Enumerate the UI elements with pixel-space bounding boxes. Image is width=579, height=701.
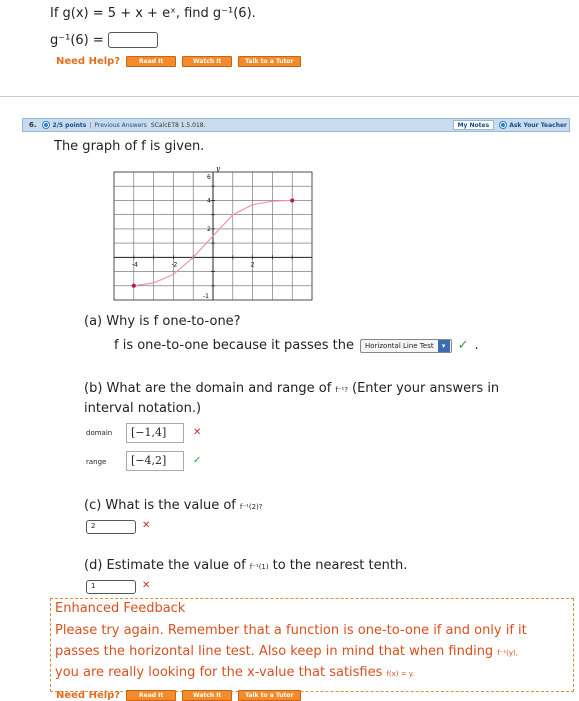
function-graph: [108, 162, 318, 312]
endpoint-dot: [132, 284, 136, 288]
range-correct-icon: ✓: [193, 455, 202, 466]
feedback-line-3: [55, 665, 414, 680]
domain-input[interactable]: [−1,4]: [126, 423, 184, 443]
q5-answer-label: g⁻¹(6) =: [50, 32, 104, 48]
points-link[interactable]: 2/5 points: [52, 121, 87, 129]
bottom-read-it-button[interactable]: Read It: [126, 690, 176, 701]
header-separator: |: [89, 121, 92, 129]
feedback-title: Enhanced Feedback: [55, 601, 186, 616]
range-label: range: [86, 458, 107, 466]
correct-check-icon: ✓: [457, 338, 469, 353]
bottom-need-help-label: Need Help?: [56, 690, 121, 701]
part-d-prompt-2: to the nearest tenth.: [272, 558, 408, 573]
bottom-help-row: [56, 690, 301, 701]
ask-dot-icon: [500, 122, 506, 128]
part-d-wrong-icon: ✕: [142, 580, 151, 591]
graph-title: The graph of f is given.: [54, 139, 205, 154]
part-a-prompt: (a) Why is f one-to-one?: [84, 314, 241, 329]
question-header-bar: [22, 118, 570, 132]
feedback-line-2: [55, 644, 518, 659]
bottom-talk-to-tutor-button[interactable]: Talk to a Tutor: [238, 690, 300, 701]
feedback-line-2a: passes the horizontal line test. Also keep in mind that when finding: [55, 644, 494, 659]
y-tick-neg1: -1: [203, 293, 209, 300]
status-dot-icon: [43, 122, 49, 128]
enhanced-feedback-box: [50, 598, 574, 692]
q5-answer-row: [50, 32, 158, 48]
part-d-expr: f⁻¹(1): [249, 563, 269, 571]
need-help-label: Need Help?: [56, 56, 121, 67]
question-number: 6.: [29, 121, 37, 129]
part-b-prompt-row: [84, 381, 499, 396]
part-a-answer-row: [114, 338, 479, 353]
y-tick-6: 6: [207, 174, 211, 181]
ask-teacher-label: Ask Your Teacher: [509, 121, 567, 129]
domain-wrong-icon: ✕: [193, 427, 202, 438]
part-a-answer-text: f is one-to-one because it passes the: [114, 338, 355, 353]
read-it-button[interactable]: Read It: [126, 56, 176, 67]
part-b-inverse: f⁻¹?: [335, 386, 348, 394]
q5-help-row: [56, 56, 301, 67]
bottom-watch-it-button[interactable]: Watch It: [182, 690, 232, 701]
part-b-prompt-1: (b) What are the domain and range of: [84, 381, 332, 396]
y-tick-4: 4: [207, 197, 211, 205]
part-a-dropdown[interactable]: [360, 339, 452, 353]
y-tick-2: 2: [207, 225, 211, 233]
y-axis-label: y: [216, 165, 220, 173]
talk-to-tutor-button[interactable]: Talk to a Tutor: [238, 56, 300, 67]
q5-prompt: If g(x) = 5 + x + eˣ, find g⁻¹(6).: [50, 6, 256, 21]
divider: [0, 96, 579, 97]
feedback-line-3b: f(x) = y.: [386, 670, 415, 678]
feedback-line-3a: you are really looking for the x-value that satisfies: [55, 665, 383, 680]
part-c-input[interactable]: 2: [86, 520, 136, 534]
range-input[interactable]: [−4,2]: [126, 451, 184, 471]
domain-label: domain: [86, 429, 113, 437]
part-b-prompt-2: (Enter your answers in: [352, 381, 500, 396]
x-tick-neg2: -2: [171, 261, 178, 269]
feedback-line-1: Please try again. Remember that a function is one-to-one if and only if it: [55, 623, 527, 638]
part-b-prompt-3: interval notation.): [84, 401, 202, 416]
ask-teacher-button[interactable]: [500, 122, 567, 129]
question-source: SCalcET8 1.5.018.: [150, 121, 206, 129]
watch-it-button[interactable]: Watch It: [182, 56, 232, 67]
dropdown-arrow-icon: ▾: [438, 340, 450, 352]
part-d-input[interactable]: 1: [86, 580, 136, 594]
part-c-prompt: (c) What is the value of: [84, 498, 236, 513]
x-tick-neg4: -4: [131, 261, 138, 269]
feedback-line-2b: f⁻¹(y),: [497, 649, 518, 657]
part-c-wrong-icon: ✕: [142, 520, 151, 531]
q5-answer-input[interactable]: [108, 32, 158, 48]
part-c-expr: f⁻¹(2)?: [239, 503, 263, 511]
part-c-prompt-row: [84, 498, 262, 513]
header-actions: [453, 120, 569, 130]
part-a-selected: Horizontal Line Test: [365, 341, 434, 350]
my-notes-button[interactable]: My Notes: [453, 120, 495, 130]
part-a-period: .: [474, 338, 479, 353]
x-tick-2: 2: [250, 261, 255, 269]
endpoint-dot: [290, 198, 294, 202]
part-d-prompt-row: [84, 558, 407, 573]
previous-answers-link[interactable]: Previous Answers: [94, 121, 147, 129]
part-d-prompt-1: (d) Estimate the value of: [84, 558, 246, 573]
